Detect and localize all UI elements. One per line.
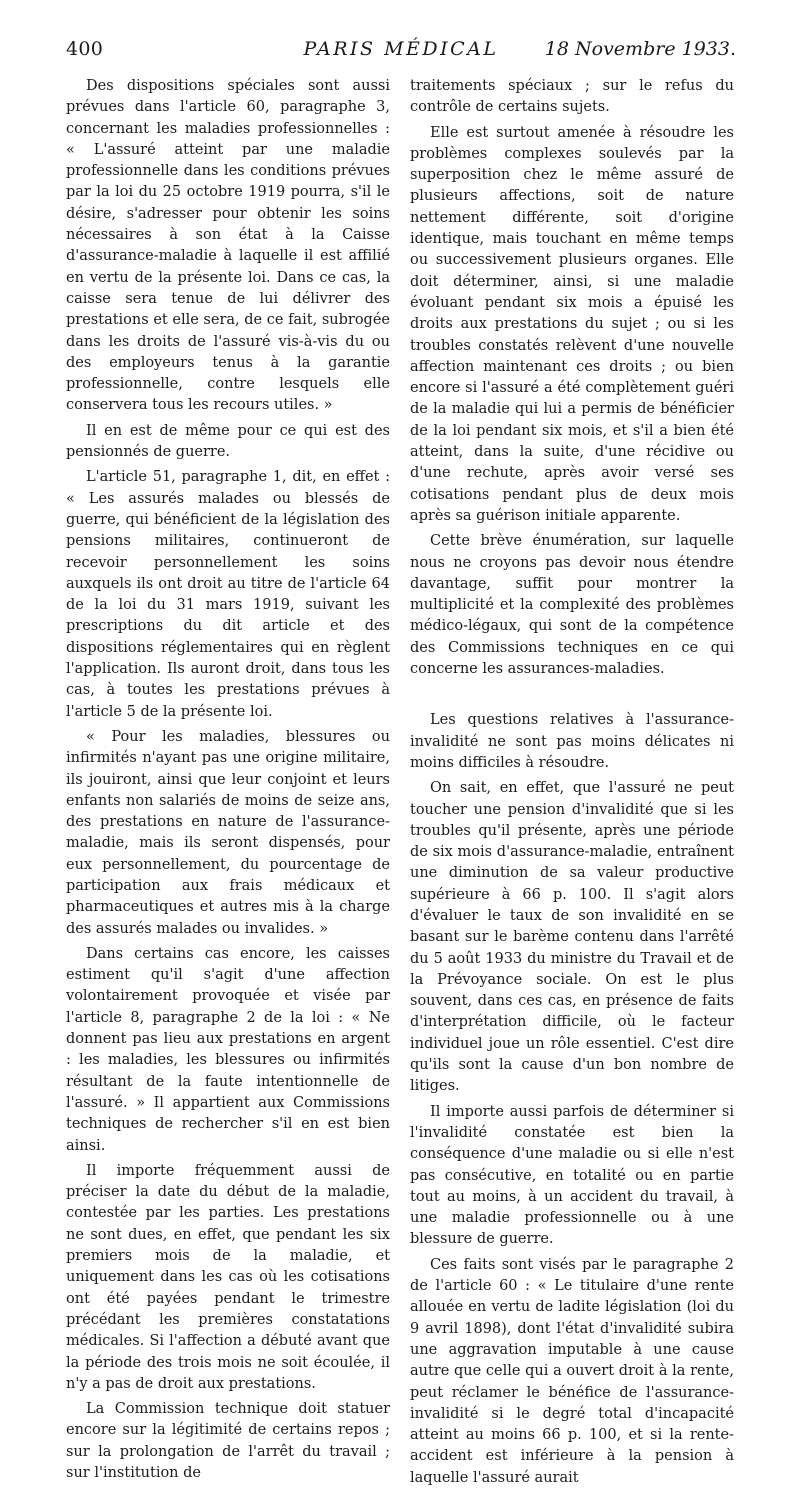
paragraph: Des dispositions spéciales sont aussi prévues dans l'article 60, paragraphe 3, concernant les maladies professionnelles : « L'assuré atteint par une maladie professionnelle dans les conditions prévues par la loi du 25 octobre 1919 pourra, s'il le désire, s'adresser pour obtenir les soins nécessaires à son état à la Caisse d'assurance-maladie à laquelle il est affilié en vertu de la présente loi. Dans ce cas, la caisse sera tenue de lui délivrer des prestations et elle sera, de ce fait, subrogée dans les droits de l'assuré vis-à-vis du ou des employeurs tenus à la garantie professionnelle, contre lesquels elle conservera tous les recours utiles. »	[66, 78, 390, 414]
page-number: 400	[66, 38, 104, 60]
paragraph: On sait, en effet, que l'assuré ne peut toucher une pension d'invalidité que si les troubles qu'il présente, après une période de six mois d'assurance-maladie, entraînent une diminution de sa valeur productive supérieure à 66 p. 100. Il s'agit alors d'évaluer le taux de son invalidité en se basant sur le barème contenu dans l'arrêté du 5 août 1933 du ministre du Travail et de la Prévoyance sociale. On est le plus souvent, dans ces cas, en présence de faits d'interprétation difficile, où le facteur individuel joue un rôle essentiel. C'est dire qu'ils sont la cause d'un bon nombre de litiges.	[410, 780, 734, 1095]
left-column	[66, 76, 390, 1488]
running-head	[66, 38, 736, 68]
section-start-paragraph: Les questions relatives à l'assurance-invalidité ne sont pas moins délicates ni moins difficiles à résoudre.	[410, 712, 734, 771]
paragraph: Dans certains cas encore, les caisses estiment qu'il s'agit d'une affection volontairement provoquée et visée par l'article 8, paragraphe 2 de la loi : « Ne donnent pas lieu aux prestations en argent : les maladies, les blessures ou infirmités résultant de la faute intentionnelle de l'assuré. » Il appartient aux Commissions techniques de rechercher s'il en est bien ainsi.	[66, 945, 390, 1154]
paragraph: Ces faits sont visés par le paragraphe 2 de l'article 60 : « Le titulaire d'une rente allouée en vertu de ladite législation (loi du 9 avril 1898), dont l'état d'invalidité subira une aggravation imputable à une cause autre que celle qui a ouvert droit à la rente, peut réclamer le bénéfice de l'assurance-invalidité si le degré total d'incapacité atteint au moins 66 p. 100, et si la rente-accident est inférieure à la pension à laquelle l'assuré aurait	[410, 1256, 734, 1486]
paragraph: Il en est de même pour ce qui est des pensionnés de guerre.	[66, 422, 390, 461]
paragraph: Il importe fréquemment aussi de préciser la date du début de la maladie, contestée par les parties. Les prestations ne sont dues, en effet, que pendant les six premiers mois de la maladie, et uniquement dans les cas où les cotisations ont été payées pendant le trimestre précédant les premières constatations médicales. Si l'affection a débuté avant que la période des trois mois ne soit écoulée, il n'y a pas de droit aux prestations.	[66, 1162, 390, 1392]
paragraph: « Pour les maladies, blessures ou infirmités n'ayant pas une origine militaire, ils jouiront, ainsi que leur conjoint et leurs enfants non salariés de moins de seize ans, des prestations en nature de l'assurance-maladie, mais ils seront dispensés, pour eux personnellement, du pourcentage de participation aux frais médicaux et pharmaceutiques et autres mis à la charge des assurés malades ou invalides. »	[66, 728, 390, 937]
paragraph: La Commission technique doit statuer encore sur la légitimité de certains repos ; sur la prolongation de l'arrêt du travail ; sur l'institution de	[66, 1401, 390, 1481]
issue-date: 18 Novembre 1933.	[544, 38, 736, 60]
right-column	[410, 76, 734, 1493]
paragraph: Il importe aussi parfois de déterminer si l'invalidité constatée est bien la conséquence d'une maladie ou si elle n'est pas consécutive, en totalité ou en partie tout au moins, à un accident du travail, à une maladie professionnelle ou à une blessure de guerre.	[410, 1103, 734, 1248]
journal-title: PARIS MÉDICAL	[303, 38, 499, 60]
paragraph: Elle est surtout amenée à résoudre les problèmes complexes soulevés par la superposition chez le même assuré de plusieurs affections, soit de nature nettement différente, soit d'origine identique, mais touchant en même temps ou successivement plusieurs organes. Elle doit déterminer, ainsi, si une maladie évoluant pendant six mois a épuisé les droits aux prestations du sujet ; ou si les troubles constatés relèvent d'une nouvelle affection maintenant ces droits ; ou bien encore si l'assuré a été complètement guéri de la maladie qui lui a permis de bénéficier de la loi pendant six mois, et s'il a bien été atteint, dans la suite, d'une récidive ou d'une rechute, après avoir versé ses cotisations pendant plus de deux mois après sa guérison initiale apparente.	[410, 124, 734, 524]
paragraph: L'article 51, paragraphe 1, dit, en effet : « Les assurés malades ou blessés de guerre, qui bénéficient de la législation des pensions militaires, continueront de recevoir personnellement les soins auxquels ils ont droit au titre de l'article 64 de la loi du 31 mars 1919, suivant les prescriptions du dit article et des dispositions réglementaires qui en règlent l'application. Ils auront droit, dans tous les cas, à toutes les prestations prévues à l'article 5 de la présente loi.	[66, 469, 390, 720]
paragraph-continued: traitements spéciaux ; sur le refus du contrôle de certains sujets.	[410, 78, 734, 116]
paragraph: Cette brève énumération, sur laquelle nous ne croyons pas devoir nous étendre davantage, suffit pour montrer la multiplicité et la complexité des problèmes médico-légaux, qui sont de la compétence des Commissions techniques en ce qui concerne les assurances-maladies.	[410, 533, 734, 678]
